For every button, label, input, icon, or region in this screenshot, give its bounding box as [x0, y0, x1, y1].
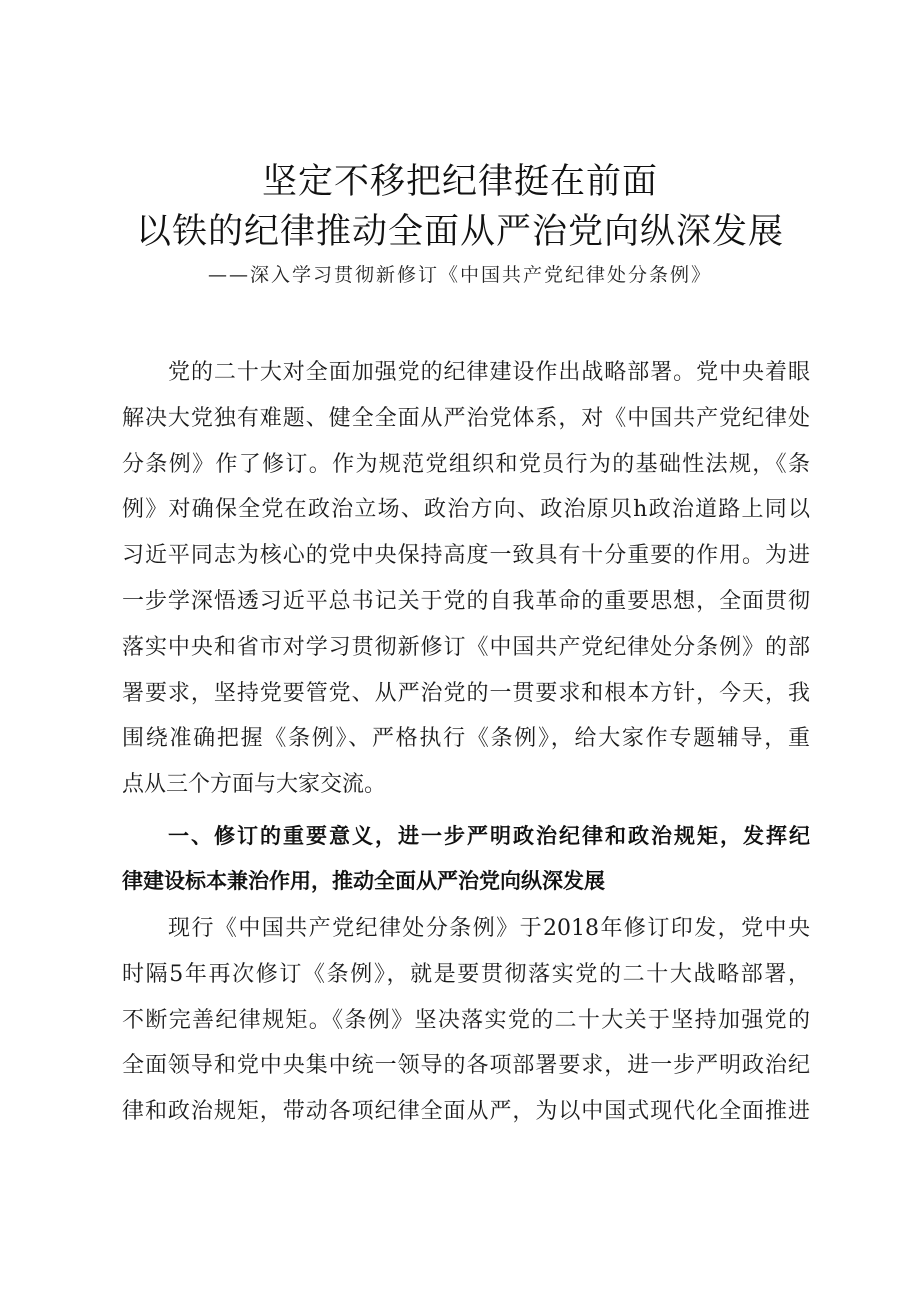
paragraph-line: 点从三个方面与大家交流。: [122, 772, 387, 798]
paragraph-line: 不断完善纪律规矩。《条例》坚决落实党的二十大关于坚持加强党的: [122, 1007, 810, 1033]
paragraph-line: 现行《中国共产党纪律处分条例》于2018年修订印发，党中央: [168, 916, 810, 941]
paragraph-line: 例》对确保全党在政治立场、政治方向、政治原贝h政治道路上同以: [122, 497, 810, 523]
paragraph-line: 落实中央和省市对学习贯彻新修订《中国共产党纪律处分条例》的部: [122, 634, 810, 660]
paragraph-section-1: [122, 906, 810, 1135]
paragraph-line: 署要求，坚持党要管党、从严治党的一贯要求和根本方针，今天，我: [122, 680, 810, 706]
paragraph-line: 全面领导和党中央集中统一领导的各项部署要求，进一步严明政治纪: [122, 1053, 810, 1079]
paragraph-line: 解决大党独有难题、健全全面从严治党体系，对《中国共产党纪律处: [122, 405, 810, 431]
paragraph-intro: [122, 350, 810, 808]
paragraph-line: 律和政治规矩，带动各项纪律全面从严，为以中国式现代化全面推进: [122, 1099, 810, 1125]
paragraph-line: 一步学深悟透习近平总书记关于党的自我革命的重要思想，全面贯彻: [122, 588, 810, 614]
heading-line: 律建设标本兼治作用，推动全面从严治党向纵深发展: [122, 869, 605, 893]
document-subtitle: ——深入学习贯彻新修订《中国共产党纪律处分条例》: [207, 264, 712, 286]
paragraph-line: 时隔5年再次修订《条例》，就是要贯彻落实党的二十大战略部署，: [122, 961, 810, 987]
document-title-line-2: 以铁的纪律推动全面从严治党向纵深发展: [135, 212, 784, 252]
paragraph-line: 围绕准确把握《条例》、严格执行《条例》，给大家作专题辅导，重: [122, 726, 810, 752]
document-title-line-1: 坚定不移把纪律挺在前面: [261, 162, 658, 202]
paragraph-line: 习近平同志为核心的党中央保持高度一致具有十分重要的作用。为进: [122, 543, 810, 569]
section-heading-1: [122, 814, 810, 904]
paragraph-line: 党的二十大对全面加强党的纪律建设作出战略部署。党中央着眼: [168, 360, 810, 385]
heading-line: 一、修订的重要意义，进一步严明政治纪律和政治规矩，发挥纪: [168, 824, 810, 848]
paragraph-line: 分条例》作了修订。作为规范党组织和党员行为的基础性法规，《条: [122, 451, 810, 477]
